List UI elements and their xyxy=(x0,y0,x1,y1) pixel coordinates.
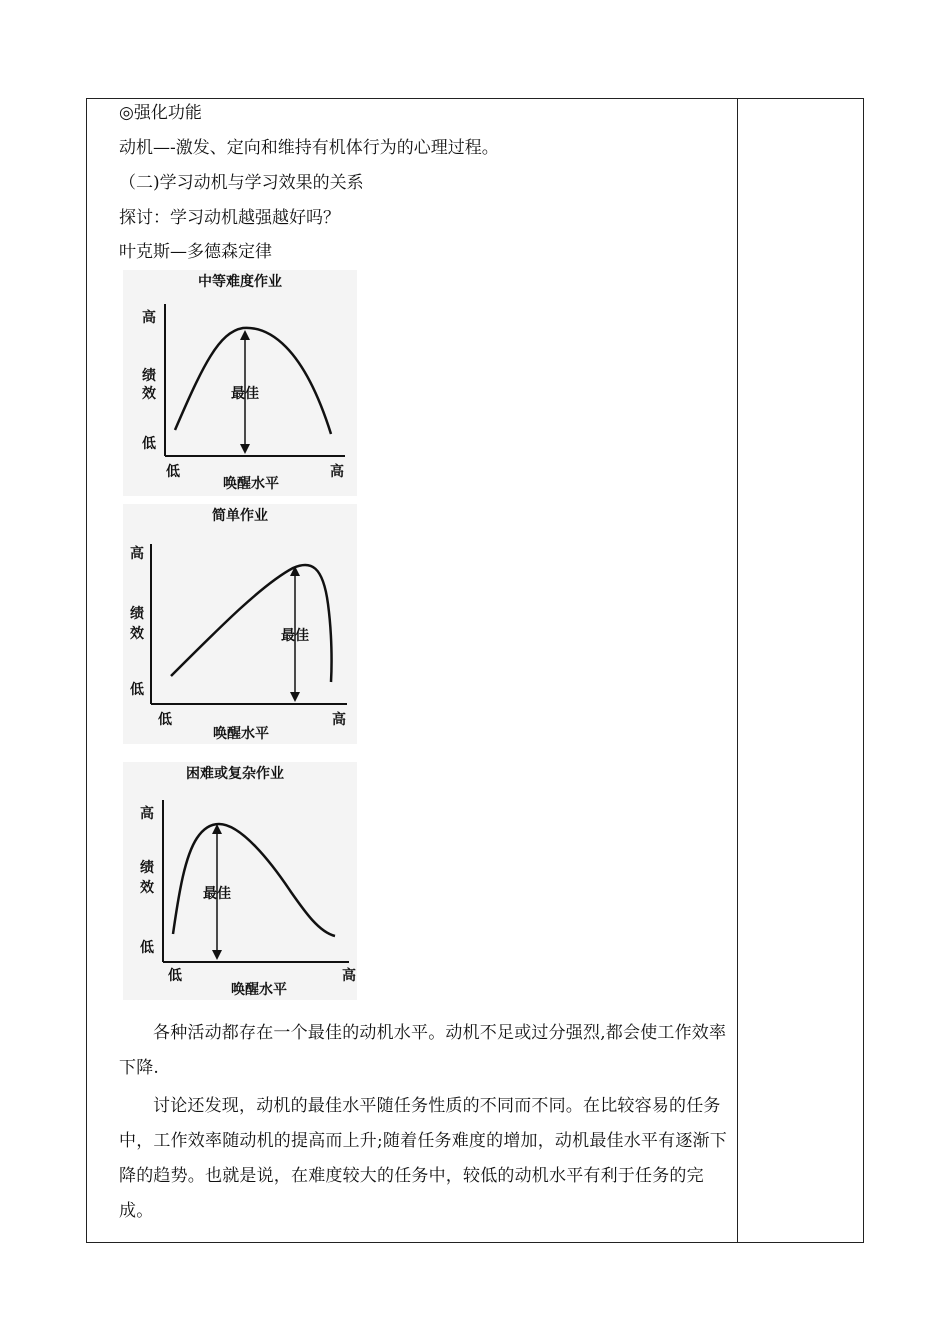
performance-curve xyxy=(171,565,332,682)
x-tick-high: 高 xyxy=(332,712,346,728)
heading-reinforcement: ◎强化功能 xyxy=(119,103,202,123)
task-difficulty-paragraph: 讨论还发现，动机的最佳水平随任务性质的不同而不同。在比较容易的任务中，工作效率随动机的提高而上升;随着任务难度的增加，动机最佳水平有逐渐下降的趋势。也就是说，在难度较大的任务中，较低的动机水平有利于任务的完成。 xyxy=(119,1096,727,1221)
arrow-head-up xyxy=(240,330,250,340)
y-label-char-2: 效 xyxy=(142,386,156,402)
y-tick-high: 高 xyxy=(140,806,154,822)
chart-title: 简单作业 xyxy=(212,508,268,524)
x-tick-low: 低 xyxy=(168,968,182,984)
y-tick-low: 低 xyxy=(142,436,156,452)
x-tick-high: 高 xyxy=(342,968,356,984)
y-label-char-1: 绩 xyxy=(142,368,156,384)
arrow-head-down xyxy=(212,950,222,960)
x-axis-label: 唤醒水平 xyxy=(223,476,279,492)
chart-difficult-task xyxy=(123,762,357,1000)
discussion-question: 探讨：学习动机越强越好吗？ xyxy=(119,208,340,228)
optimum-label: 最佳 xyxy=(231,386,259,402)
y-label-char-1: 绩 xyxy=(140,860,154,876)
x-axis-label: 唤醒水平 xyxy=(231,982,287,998)
arrow-head-down xyxy=(240,444,250,454)
y-label-char-2: 效 xyxy=(130,626,144,642)
section-heading: （二)学习动机与学习效果的关系 xyxy=(119,173,364,193)
chart-simple-task xyxy=(123,504,357,744)
x-axis-label: 唤醒水平 xyxy=(213,726,269,742)
optimum-label: 最佳 xyxy=(203,886,231,902)
optimal-motivation-paragraph: 各种活动都存在一个最佳的动机水平。动机不足或过分强烈,都会使工作效率下降. xyxy=(119,1023,727,1078)
law-title: 叶克斯—多德森定律 xyxy=(119,242,272,262)
arrow-head-down xyxy=(290,692,300,702)
chart-title: 中等难度作业 xyxy=(198,274,282,290)
y-tick-high: 高 xyxy=(142,310,156,326)
optimum-label: 最佳 xyxy=(281,628,309,644)
motivation-definition: 动机—-激发、定向和维持有机体行为的心理过程。 xyxy=(119,138,499,158)
chart-moderate-task xyxy=(123,270,357,496)
y-label-char-2: 效 xyxy=(140,880,154,896)
x-tick-low: 低 xyxy=(166,464,180,480)
y-tick-low: 低 xyxy=(140,940,154,956)
x-tick-low: 低 xyxy=(158,712,172,728)
performance-curve xyxy=(175,328,331,434)
performance-curve xyxy=(173,824,335,936)
y-tick-high: 高 xyxy=(130,546,144,562)
y-label-char-1: 绩 xyxy=(130,606,144,622)
y-tick-low: 低 xyxy=(130,682,144,698)
chart-title: 困难或复杂作业 xyxy=(186,766,284,782)
column-divider xyxy=(737,98,738,1243)
x-tick-high: 高 xyxy=(330,464,344,480)
